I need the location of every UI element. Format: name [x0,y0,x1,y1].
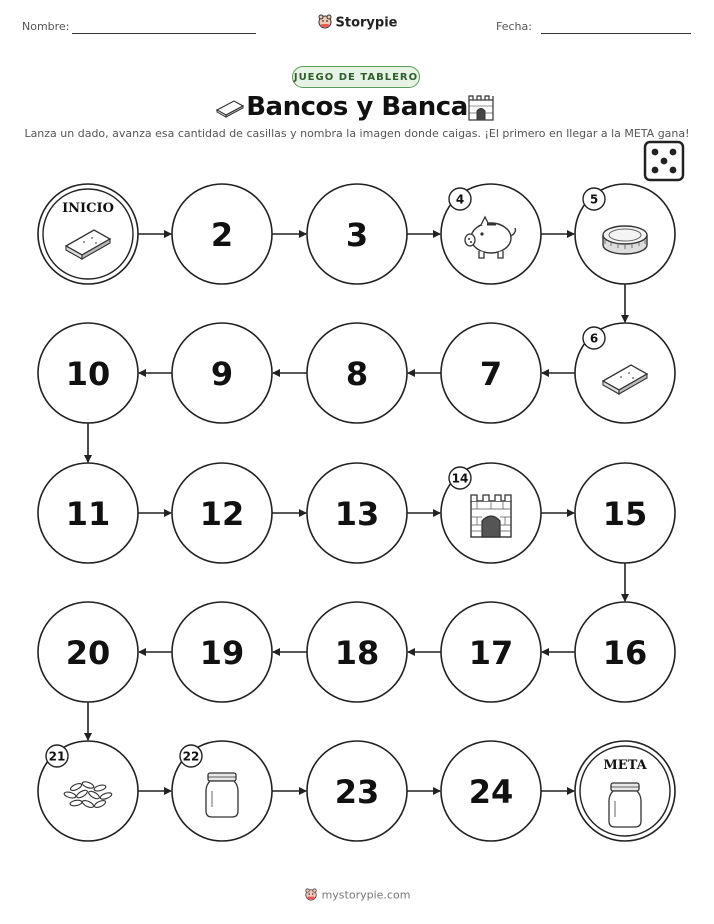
board-space [307,741,407,841]
board-space [307,602,407,702]
board-space [172,741,272,841]
board-space [307,184,407,284]
goal-space [575,741,675,841]
space-number: 17 [468,634,514,672]
space-number: 24 [468,773,514,811]
jar-icon [609,783,641,827]
board-space [575,463,675,563]
game-type-badge: JUEGO DE TABLERO [292,66,420,88]
board-space [172,602,272,702]
space-number: 9 [210,355,234,393]
board-space [441,323,541,423]
page-title: Bancos y Banca [246,92,468,122]
board-space [172,184,272,284]
start-space [38,184,138,284]
board-space [172,323,272,423]
board-space [307,463,407,563]
space-number: 4 [455,192,465,207]
space-number: 21 [48,749,66,764]
board-space [441,602,541,702]
space-number: 3 [345,216,369,254]
footer-url: mystorypie.com [321,888,411,902]
space-number: 6 [589,331,599,346]
board-space [441,184,541,284]
board-space [307,323,407,423]
space-number: 5 [589,192,599,207]
coin-icon [603,226,647,254]
castle-icon [471,495,511,537]
space-number: 16 [602,634,648,672]
jar-icon [206,773,238,817]
space-number: 18 [334,634,380,672]
space-number: 10 [65,355,111,393]
space-number: 22 [182,749,200,764]
space-number: 14 [451,471,469,486]
goal-label: META [603,758,647,773]
space-number: 7 [479,355,503,393]
board-space [441,463,541,563]
board-space [38,463,138,563]
space-number: 15 [602,495,648,533]
space-number: 23 [334,773,380,811]
space-number: 19 [199,634,245,672]
space-number: 8 [345,355,369,393]
brand-name: Storypie [335,15,398,31]
space-number: 13 [334,495,380,533]
space-number: 20 [65,634,111,672]
board-space [575,323,675,423]
space-number: 2 [210,216,234,254]
date-label: Fecha: [496,20,532,33]
storypie-logo-icon [304,887,318,904]
footer [0,887,714,904]
start-label: INICIO [62,201,114,216]
instructions: Lanza un dado, avanza esa cantidad de casillas y nombra la imagen donde caigas. ¡El primero en llegar a la META gana! [24,127,690,140]
board-space [575,602,675,702]
board-space [38,741,138,841]
board-space [441,741,541,841]
name-label: Nombre: [22,20,70,33]
board-space [172,463,272,563]
space-number: 12 [199,495,245,533]
space-number: 11 [65,495,111,533]
board-space [38,323,138,423]
board-space [575,184,675,284]
board-space [38,602,138,702]
